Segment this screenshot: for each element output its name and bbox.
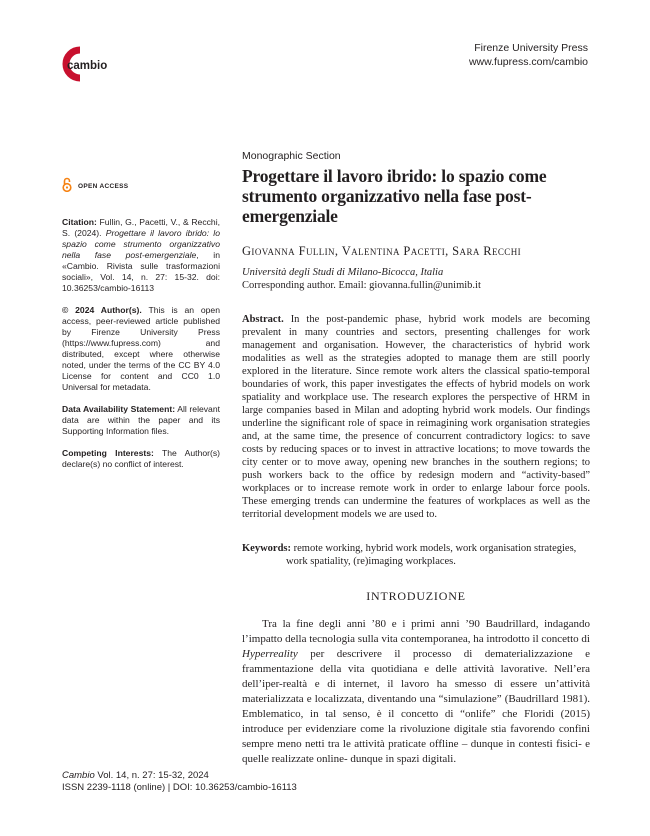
cambio-logo-mark xyxy=(58,44,118,84)
abstract-label: Abstract. xyxy=(242,314,284,325)
footer-issue: Vol. 14, n. 27: 15-32, 2024 xyxy=(97,770,209,781)
author-affiliation: Università degli Studi di Milano-Bicocca, Italia xyxy=(242,267,444,278)
data-availability-block xyxy=(62,404,220,437)
data-availability-label: Data Availability Statement: xyxy=(62,404,176,414)
competing-interests-block xyxy=(62,448,220,470)
data-availability-text: All relevant data are within the paper and its Supporting Information files. xyxy=(62,404,220,436)
open-access-label: OPEN ACCESS xyxy=(78,182,129,190)
abstract-text: In the post-pandemic phase, hybrid work models are becoming prevalent in many countries and sectors, presenting challenges for work management and organisation. However, the characteristics of hybrid work modalities as well as the strategies adopted to manage them are still poorly explored in the literature. Since remote work alters the classical spatio-temporal boundaries of work, this paper investigates the effects of hybrid models on work spatiality and workplace use. The research explores the perspective of HRM in large companies based in Milan and adopting hybrid work models. Our findings underline the significant role of space in reimagining work organisation strategies and, at the same time, the presence of concurrent contradictory logics: to save costs by reducing spaces or to invest in attractive locations; to move towards the city center or to move away, opening new branches in the southern regions; to push workers back to the office by redesign modern and “activity-based” workplaces or to increase remote work in order to enlarge labour force pools. These emerging trends can undermine the features of workplaces as well as the territorial development models we are used to. xyxy=(242,314,591,520)
keywords-text: remote working, hybrid work models, work organisation strategies, work spatiality, (re)imaging workplaces. xyxy=(286,543,577,567)
publisher-info xyxy=(469,41,588,69)
open-access-icon xyxy=(62,177,72,195)
footer-issn: ISSN 2239-1118 (online) | DOI: 10.36253/cambio-16113 xyxy=(62,782,297,793)
intro-text-part1: Tra la fine degli anni ’80 e i primi anni ’90 Baudrillard, indagando l’impatto della tecnologia sulla vita contemporanea, ha introdotto il concetto di xyxy=(242,618,590,645)
article-title: Progettare il lavoro ibrido: lo spazio come strumento organizzativo nella fase post-emergenziale xyxy=(242,166,547,226)
citation-title: Progettare il lavoro ibrido: lo spazio come strumento organizzativo nella fase post-emergenziale xyxy=(62,228,220,260)
citation-label: Citation: xyxy=(62,217,97,227)
publisher-url[interactable]: www.fupress.com/cambio xyxy=(468,56,588,68)
keywords-label: Keywords: xyxy=(242,543,291,554)
publisher-name: Firenze University Press xyxy=(474,42,588,54)
cambio-logo xyxy=(58,44,118,84)
section-label: Monographic Section xyxy=(242,150,341,162)
article-authors: Giovanna Fullin, Valentina Pacetti, Sara Recchi xyxy=(242,244,522,258)
competing-interests-text: The Author(s) declare(s) no conflict of interest. xyxy=(62,448,221,469)
open-access-badge xyxy=(62,177,220,195)
citation-rest: , in «Cambio. Rivista sulle trasformazioni sociali», Vol. 14, n. 27: 15-32. doi: 10.36253/cambio-16113 xyxy=(62,250,220,293)
sidebar xyxy=(62,177,220,481)
article-main xyxy=(242,150,590,767)
intro-text-part2: per descrivere il processo di dematerializzazione e frammentazione della vita quotidiana e delle attività lavorative. Nell’era dell’iper-realtà e di internet, il lavoro ha smesso di essere un’attività materializzata e localizzata, diventando una “simulazione” (Baudrillard 1981). Emblematico, in tal senso, è il concetto di “onlife” che Floridi (2015) introduce per evidenziare come la rivoluzione digitale stia favorendo confini sempre meno netti tra le attività praticate offline – dunque in contesti fisici- e quelle realizzate online- dunque in spazi digitali. xyxy=(242,648,590,765)
citation-authors: Fullin, G., Pacetti, V., & Recchi, S. (2024). xyxy=(62,217,220,238)
keywords xyxy=(242,542,590,568)
footer-journal-name: Cambio xyxy=(62,770,95,781)
copyright-text: This is an open access, peer-reviewed article published by Firenze University Press (https://www.fupress.com) and distributed, except where otherwise noted, under the terms of the CC BY 4.0 License for content and CC0 1.0 Universal for metadata. xyxy=(62,305,220,392)
citation-block xyxy=(62,217,220,294)
competing-interests-label: Competing Interests: xyxy=(62,448,154,458)
corresponding-author: Corresponding author. Email: giovanna.fullin@unimib.it xyxy=(242,280,481,291)
copyright-label: © 2024 Author(s). xyxy=(62,305,142,315)
abstract xyxy=(242,313,590,521)
section-heading-introduzione: INTRODUZIONE xyxy=(366,589,466,603)
svg-text:cambio: cambio xyxy=(67,60,108,72)
intro-paragraph xyxy=(242,617,590,767)
page-footer xyxy=(62,770,297,794)
copyright-block xyxy=(62,305,220,393)
intro-italic-term: Hyperreality xyxy=(242,648,298,660)
footer-journal-line xyxy=(62,770,297,782)
